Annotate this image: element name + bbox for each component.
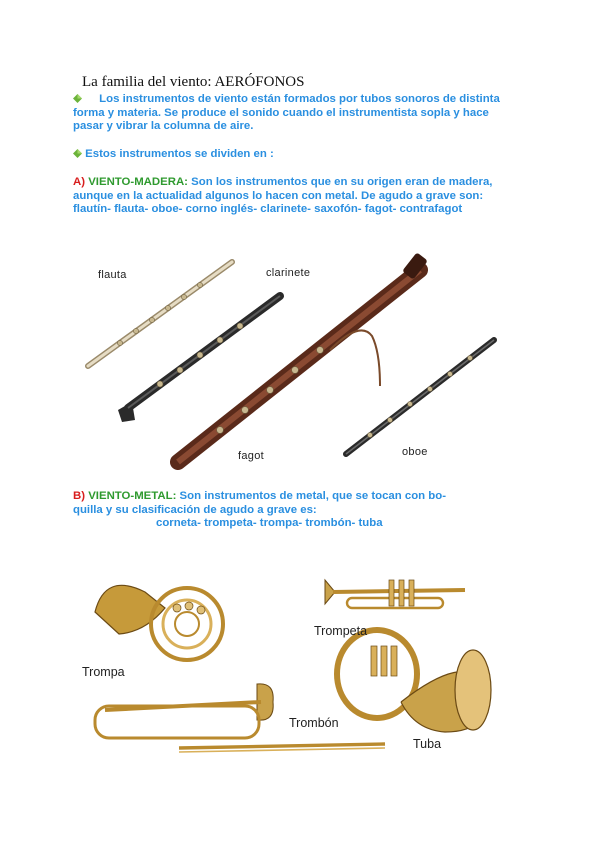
label-fagot: fagot — [238, 450, 264, 462]
intro-line-3: pasar y vibrar la columna de aire. — [73, 120, 254, 133]
bassoon-image — [178, 252, 428, 462]
section-b-letter: B) — [73, 490, 86, 502]
section-a-line-1: Son los instrumentos que en su origen eran de madera, — [191, 176, 493, 188]
diamond-bullet-icon — [73, 149, 82, 158]
label-clarinete: clarinete — [266, 267, 311, 279]
intro-line-2: forma y materia. Se produce el sonido cuando el instrumentista sopla y hace — [73, 106, 489, 119]
section-a-letter: A) — [73, 176, 86, 188]
divide-line — [73, 148, 274, 162]
label-trompeta: Trompeta — [314, 624, 368, 638]
tuba-image — [337, 630, 491, 732]
label-trompa: Trompa — [82, 665, 125, 679]
intro-paragraph — [73, 93, 500, 134]
section-a-line-3: flautín- flauta- oboe- corno inglés- clarinete- saxofón- fagot- contrafagot — [73, 203, 463, 216]
section-b — [73, 490, 446, 531]
section-b-line-3: corneta- trompeta- trompa- trombón- tuba — [156, 517, 383, 530]
divide-text: Estos instrumentos se dividen en : — [85, 148, 274, 160]
section-b-heading: VIENTO-METAL: — [88, 490, 177, 502]
french-horn-image — [95, 585, 223, 660]
label-flauta: flauta — [98, 269, 127, 281]
oboe-image — [346, 340, 494, 454]
section-a-line-2: aunque en la actualidad algunos lo hacen con metal. De agudo a grave son: — [73, 189, 484, 202]
label-trombon: Trombón — [289, 716, 339, 730]
page-title: La familia del viento: AERÓFONOS — [82, 74, 305, 90]
diamond-bullet-icon — [73, 94, 82, 103]
section-b-line-2: quilla y su clasificación de agudo a grave es: — [73, 503, 317, 516]
trumpet-image — [325, 580, 465, 608]
intro-line-1: Los instrumentos de viento están formados por tubos sonoros de distinta — [99, 93, 500, 105]
section-a-heading: VIENTO-MADERA: — [88, 176, 188, 188]
label-tuba: Tuba — [413, 737, 442, 751]
section-b-line-1: Son instrumentos de metal, que se tocan con bo- — [179, 490, 446, 502]
label-oboe: oboe — [402, 446, 428, 458]
brass-illustration — [85, 572, 505, 762]
section-a — [73, 176, 492, 217]
